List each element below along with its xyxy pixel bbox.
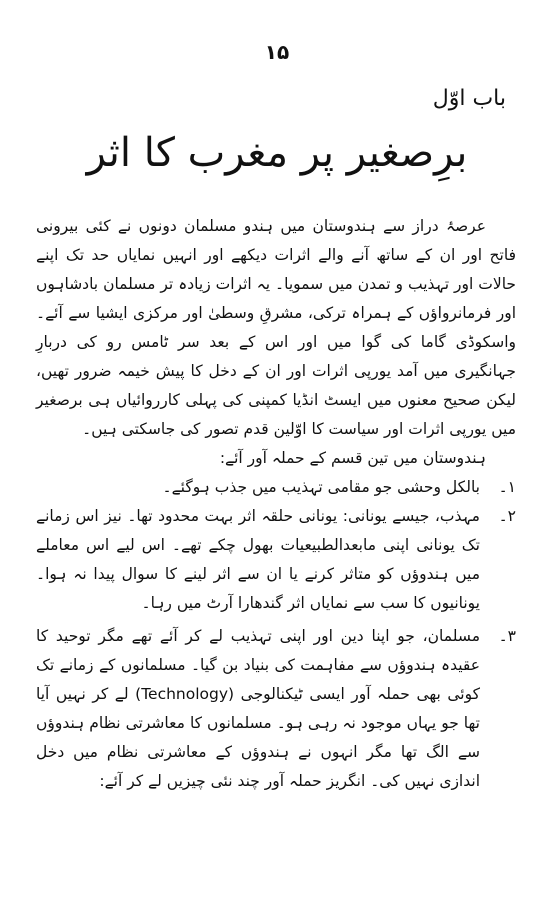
- body-text: [36, 212, 516, 796]
- chapter-label: باب اوّل: [432, 86, 506, 111]
- list-item: [36, 622, 516, 796]
- chapter-title: برِصغیر پر مغرب کا اثر: [86, 130, 468, 176]
- lead-paragraph: ہندوستان میں تین قسم کے حملہ آور آئے:: [219, 449, 486, 467]
- list-number: ۱۔: [498, 478, 516, 496]
- page-number: ۱۵: [264, 40, 290, 64]
- list-item: [36, 502, 516, 618]
- list-number: ۳۔: [498, 627, 516, 645]
- list-text: مہذب، جیسے یونانی: یونانی حلقہ اثر بہت محدود تھا۔ نیز اس زمانے تک یونانی اپنی مابعدالطبیعیات بھول چکے تھے۔ اس لیے اس معاملے میں ہندوؤں کو متاثر کرنے یا ان سے اثر لینے کا سوال پیدا نہ ہوا۔ یونانیوں کا سب سے نمایاں اثر گندھارا آرٹ میں رہا۔: [36, 507, 480, 612]
- list-text: مسلمان، جو اپنا دین اور اپنی تہذیب لے کر آئے تھے مگر توحید کا عقیدہ ہندوؤں سے مفاہمت کی بنیاد بن گیا۔ مسلمانوں کے زمانے تک کوئی بھی حملہ آور ایسی ٹیکنالوجی (Technology) لے کر نہیں آیا تھا جو یہاں موجود نہ رہی ہو۔ مسلمانوں کا معاشرتی نظام ہندوؤں سے الگ تھا مگر انہوں نے ہندوؤں کے معاشرتی نظام میں دخل اندازی نہیں کی۔ انگریز حملہ آور چند نئی چیزیں لے کر آئے:: [36, 627, 480, 790]
- list-item: [36, 473, 516, 502]
- intro-paragraph: عرصۂ دراز سے ہندوستان میں ہندو مسلمان دونوں نے کئی بیرونی فاتح اور ان کے ساتھ آنے والے اثرات دیکھے اور انہیں نمایاں حد تک اپنے حالات اور تہذیب و تمدن میں سمویا۔ یہ اثرات زیادہ تر مسلمان بادشاہوں اور فرمانرواؤں کے ہمراہ ترکی، مشرقِ وسطیٰ اور مرکزی ایشیا سے آئے۔ واسکوڈی گاما کی گوا میں اور اس کے بعد سر ٹامس رو کی دربارِ جہانگیری میں آمد یورپی اثرات اور ان کے دخل کا پیش خیمہ ضرور تھیں، لیکن صحیح معنوں میں ایسٹ انڈیا کمپنی کی پہلی کارروائیاں ہی برصغیر میں یورپی اثرات اور سیاست کا اوّلین قدم تصور کی جاسکتی ہیں۔: [36, 217, 516, 438]
- list-number: ۲۔: [498, 507, 516, 525]
- list-text: بالکل وحشی جو مقامی تہذیب میں جذب ہوگئے۔: [162, 478, 480, 496]
